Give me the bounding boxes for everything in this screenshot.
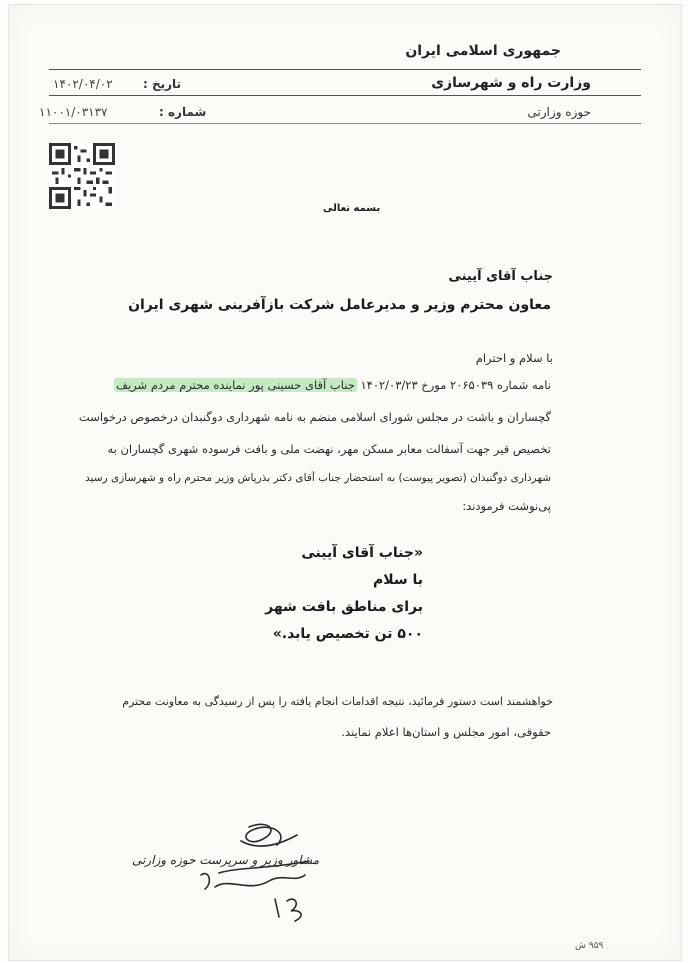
greeting: با سلام و احترام: [475, 351, 553, 365]
ministry-title: وزارت راه و شهرسازی: [431, 75, 591, 91]
qr-code: [49, 143, 115, 209]
date-label: تاریخ :: [143, 77, 182, 91]
addressee-title: معاون محترم وزیر و مدیرعامل شرکت بازآفرینی شهری ایران: [128, 297, 551, 313]
signature-caption: مشاور وزیر و سرپرست حوزه وزارتی: [131, 853, 319, 867]
office-title: حوزه وزارتی: [527, 105, 591, 119]
body-line-5: پی‌نوشت فرمودند:: [462, 499, 551, 513]
quote-line-2: با سلام: [372, 572, 423, 588]
body-line-2: گچساران و باشت در مجلس شورای اسلامی منضم به نامه شهرداری دوگنبدان درخصوص درخواست: [78, 410, 551, 424]
closing-line-1: خواهشمند است دستور فرمائید، نتیجه اقدامات انجام یافته را پس از رسیدگی به معاونت محترم: [122, 695, 553, 708]
letter-page: [8, 4, 682, 961]
header-rule-1: [49, 69, 641, 70]
body-line-4: شهرداری دوگنبدان (تصویر پیوست) به استحضار جناب آقای دکتر بذرپاش وزیر محترم راه و شهرسازی رسید: [85, 472, 551, 484]
quote-line-1: «جناب آقای آیینی: [301, 545, 423, 561]
body-line-3: تخصیص قیر جهت آسفالت معابر مسکن مهر، نهضت ملی و بافت فرسوده شهری گچساران به: [107, 442, 551, 456]
body-line-1: [114, 378, 551, 392]
header-rule-3: [49, 123, 641, 124]
date-value: ۱۴۰۲/۰۴/۰۲: [53, 77, 113, 91]
body-line-1-text: نامه شماره ۲۰۶۵۰۳۹ مورخ ۱۴۰۲/۰۳/۲۳: [360, 378, 551, 392]
form-number: ۹۵۹ ش: [575, 941, 604, 951]
number-label: شماره :: [159, 105, 207, 119]
basmala: بسمه تعالی: [323, 203, 381, 214]
quote-line-3: برای مناطق بافت شهر: [265, 599, 423, 615]
header-rule-2: [49, 95, 641, 96]
republic-title: جمهوری اسلامی ایران: [405, 43, 561, 59]
highlighted-text: جناب آقای حسینی پور نماینده محترم مردم شریف: [116, 378, 355, 392]
addressee-name: جناب آقای آیینی: [448, 269, 553, 284]
number-value: ۱۱۰۰۱/۰۳۱۳۷: [39, 105, 108, 119]
signature: [131, 817, 319, 927]
closing-line-2: حقوقی، امور مجلس و استان‌ها اعلام نمایند.: [341, 725, 551, 739]
quote-line-4: ۵۰۰ تن تخصیص یابد.»: [272, 626, 423, 642]
